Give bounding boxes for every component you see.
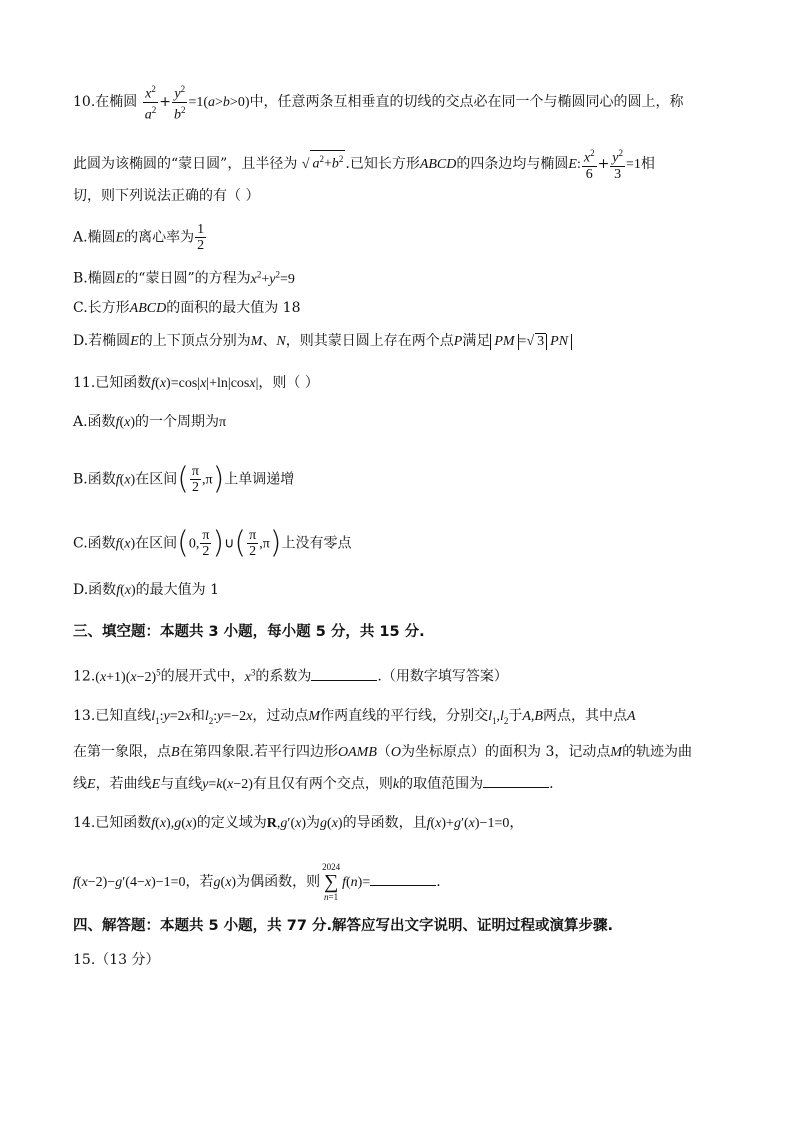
q10-option-c: C.长方形ABCD的面积的最大值为 18 — [73, 300, 301, 316]
q13-line-2: 在第一象限，点B在第四象限.若平行四边形OAMB（O为坐标原点）的面积为 3，记动点M的轨迹为曲 — [73, 744, 693, 760]
q15-heading: 15.（13 分） — [73, 952, 160, 968]
q10-line-2: 此圆为该椭圆的“蒙日圆”，且半径为 √ $a^2+b^2$ .已知长方形ABCD的四条边均与椭圆E: $\frac{x^2}{6}$ + $\frac{y^2}{3}$ =1相 — [73, 148, 655, 182]
q12: $12.(x+1)(x-2)^5$的展开式中，$x^3$的系数为 .（用数字填写答案） — [73, 667, 508, 685]
q13-line-3: 线E，若曲线E与直线y=k(x−2)有且仅有两个交点，则k的取值范围为 . — [73, 773, 554, 795]
section-3-heading: 三、填空题：本题共 3 小题，每小题 5 分，共 15 分. — [73, 624, 425, 640]
q14-line-2: f(x−2)−g′(4−x)−1=0，若g(x)为偶函数，则 2024 ∑ n=1 f(n)= . — [73, 862, 441, 902]
q14-answer-blank[interactable] — [370, 871, 436, 886]
q11-option-c: C.函数f(x)在区间(0, $\frac{\pi}{2}$ )∪( $\frac{\pi}{2}$ ,π)上没有零点 — [73, 525, 352, 561]
q12-answer-blank[interactable] — [311, 666, 377, 681]
q10-number: 10. — [73, 94, 96, 111]
q11-stem: 11.已知函数f(x)=cos|x|+ln|cosx|，则（ ） — [73, 375, 319, 391]
q10-option-a: A.椭圆E的离心率为 $\frac{1}{2}$ — [73, 222, 205, 253]
summation-symbol: 2024 ∑ n=1 — [322, 862, 341, 902]
q10-option-d: D.若椭圆E的上下顶点分别为M、N，则其蒙日圆上存在两个点P满足 PM =√ 3 PN — [73, 331, 572, 352]
q11-option-d: D.函数f(x)的最大值为 1 — [73, 582, 219, 598]
q13-answer-blank[interactable] — [483, 773, 549, 788]
q10-line-3: 切，则下列说法正确的有（ ） — [73, 188, 260, 204]
q14-line-1: 14.已知函数f(x),g(x)的定义域为R,g′(x)为g(x)的导函数，且f(x)+g′(x)−1=0， — [73, 815, 524, 831]
ellipse-x-term: $\frac{x^2}{a^2}$ — [144, 84, 157, 123]
q13-line-1: 13.已知直线$l_1:y=2x$和$l_2:y=-2x$，过动点M作两直线的平行线，分别交$l_1,l_2$于A,B两点，其中点A — [73, 708, 636, 726]
q10-option-b: B.椭圆E的“蒙日圆”的方程为$x^2+y^2=9$ — [73, 269, 295, 287]
q11-option-b: B.函数f(x)在区间( $\frac{\pi}{2}$ ,π)上单调递增 — [73, 461, 295, 497]
q10-line-1: 10.在椭圆 $\frac{x^2}{a^2}$ + $\frac{y^2}{b^2}$ =1(a>b>0)中，任意两条互相垂直的切线的交点必在同一个与椭圆同心的圆上，称 — [73, 84, 684, 123]
q11-option-a: A.函数f(x)的一个周期为π — [73, 414, 227, 430]
section-4-heading: 四、解答题：本题共 5 小题，共 77 分.解答应写出文字说明、证明过程或演算步骤. — [73, 918, 613, 934]
